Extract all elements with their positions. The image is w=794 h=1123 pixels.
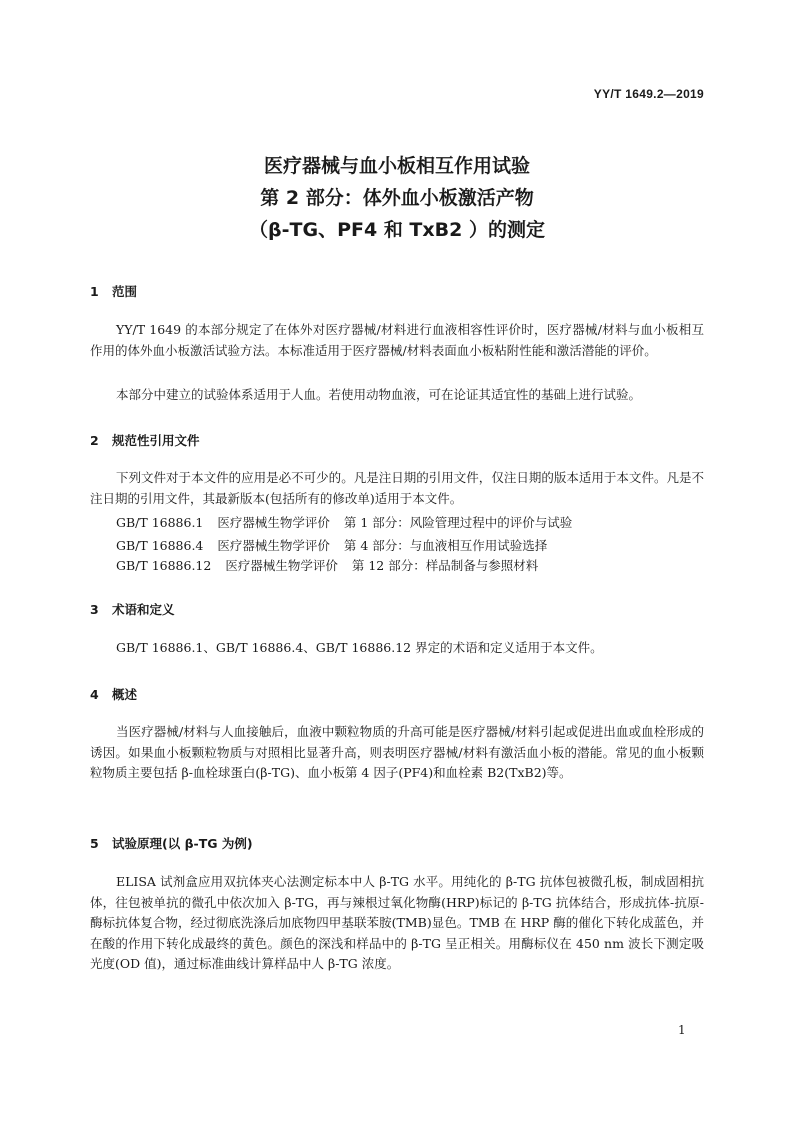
section-1-paragraph-2: 本部分中建立的试验体系适用于人血。若使用动物血液，可在论证其适宜性的基础上进行试验。	[116, 387, 642, 402]
section-1-paragraph-1: YY/T 1649 的本部分规定了在体外对医疗器械/材料进行血液相容性评价时，医疗器械/材料与血小板相互作用的体外血小板激活试验方法。本标准适用于医疗器械/材料表面血小板粘附性能和激活潜能的评价。	[90, 322, 704, 358]
section-number: 1	[90, 284, 99, 299]
reference-part: 第 4 部分：与血液相互作用试验选择	[343, 538, 548, 553]
section-number: 3	[90, 602, 99, 617]
reference-title: 医疗器械生物学评价	[225, 558, 338, 573]
section-4-heading	[90, 685, 137, 703]
reference-title: 医疗器械生物学评价	[217, 538, 330, 553]
section-number: 5	[90, 836, 99, 851]
section-3-heading	[90, 600, 175, 618]
reference-part: 第 12 部分：样品制备与参照材料	[351, 558, 539, 573]
reference-part: 第 1 部分：风险管理过程中的评价与试验	[343, 515, 573, 530]
section-2-heading	[90, 431, 200, 449]
section-4-paragraph-1: 当医疗器械/材料与人血接触后，血液中颗粒物质的升高可能是医疗器械/材料引起或促进出血或血栓形成的诱因。如果血小板颗粒物质与对照相比显著升高，则表明医疗器械/材料有激活血小板的潜能。常见的血小板颗粒物质主要包括 β-血栓球蛋白(β-TG)、血小板第 4 因子(PF4)和血栓素 B2(TxB2)等。	[90, 724, 704, 780]
section-2-paragraph-1: 下列文件对于本文件的应用是必不可少的。凡是注日期的引用文件，仅注日期的版本适用于本文件。凡是不注日期的引用文件，其最新版本(包括所有的修改单)适用于本文件。	[90, 470, 704, 506]
title-line-3: （β-TG、PF4 和 TxB2 ）的测定	[249, 219, 545, 241]
reference-item	[116, 536, 547, 557]
title-line-2: 第 2 部分：体外血小板激活产物	[260, 187, 534, 209]
section-number: 4	[90, 687, 99, 702]
section-title: 术语和定义	[112, 602, 175, 617]
reference-code: GB/T 16886.4	[116, 538, 204, 553]
section-5-paragraph-1: ELISA 试剂盒应用双抗体夹心法测定标本中人 β-TG 水平。用纯化的 β-TG 抗体包被微孔板，制成固相抗体，往包被单抗的微孔中依次加入 β-TG，再与辣根过氧化物酶(HRP)标记的 β-TG 抗体结合，形成抗体-抗原-酶标抗体复合物，经过彻底洗涤后加底物四甲基联苯胺(TMB)显色。TMB 在 HRP 酶的催化下转化成蓝色，并在酸的作用下转化成最终的黄色。颜色的深浅和样品中的 β-TG 呈正相关。用酶标仪在 450 nm 波长下测定吸光度(OD 值)，通过标准曲线计算样品中人 β-TG 浓度。	[90, 874, 704, 971]
reference-code: GB/T 16886.1	[116, 515, 204, 530]
reference-item	[116, 556, 538, 577]
reference-code: GB/T 16886.12	[116, 558, 212, 573]
reference-item	[116, 513, 572, 534]
section-5-heading	[90, 834, 253, 852]
section-number: 2	[90, 433, 99, 448]
section-title: 概述	[112, 687, 138, 702]
section-title: 试验原理(以 β-TG 为例)	[112, 836, 253, 851]
reference-title: 医疗器械生物学评价	[217, 515, 330, 530]
title-line-1: 医疗器械与血小板相互作用试验	[263, 155, 530, 177]
standard-code: YY/T 1649.2—2019	[593, 87, 704, 101]
section-title: 规范性引用文件	[112, 433, 200, 448]
section-1-heading	[90, 282, 137, 300]
page-number: 1	[678, 1023, 686, 1037]
section-title: 范围	[112, 284, 138, 299]
section-3-paragraph-1: GB/T 16886.1、GB/T 16886.4、GB/T 16886.12 界定的术语和定义适用于本文件。	[116, 640, 603, 655]
